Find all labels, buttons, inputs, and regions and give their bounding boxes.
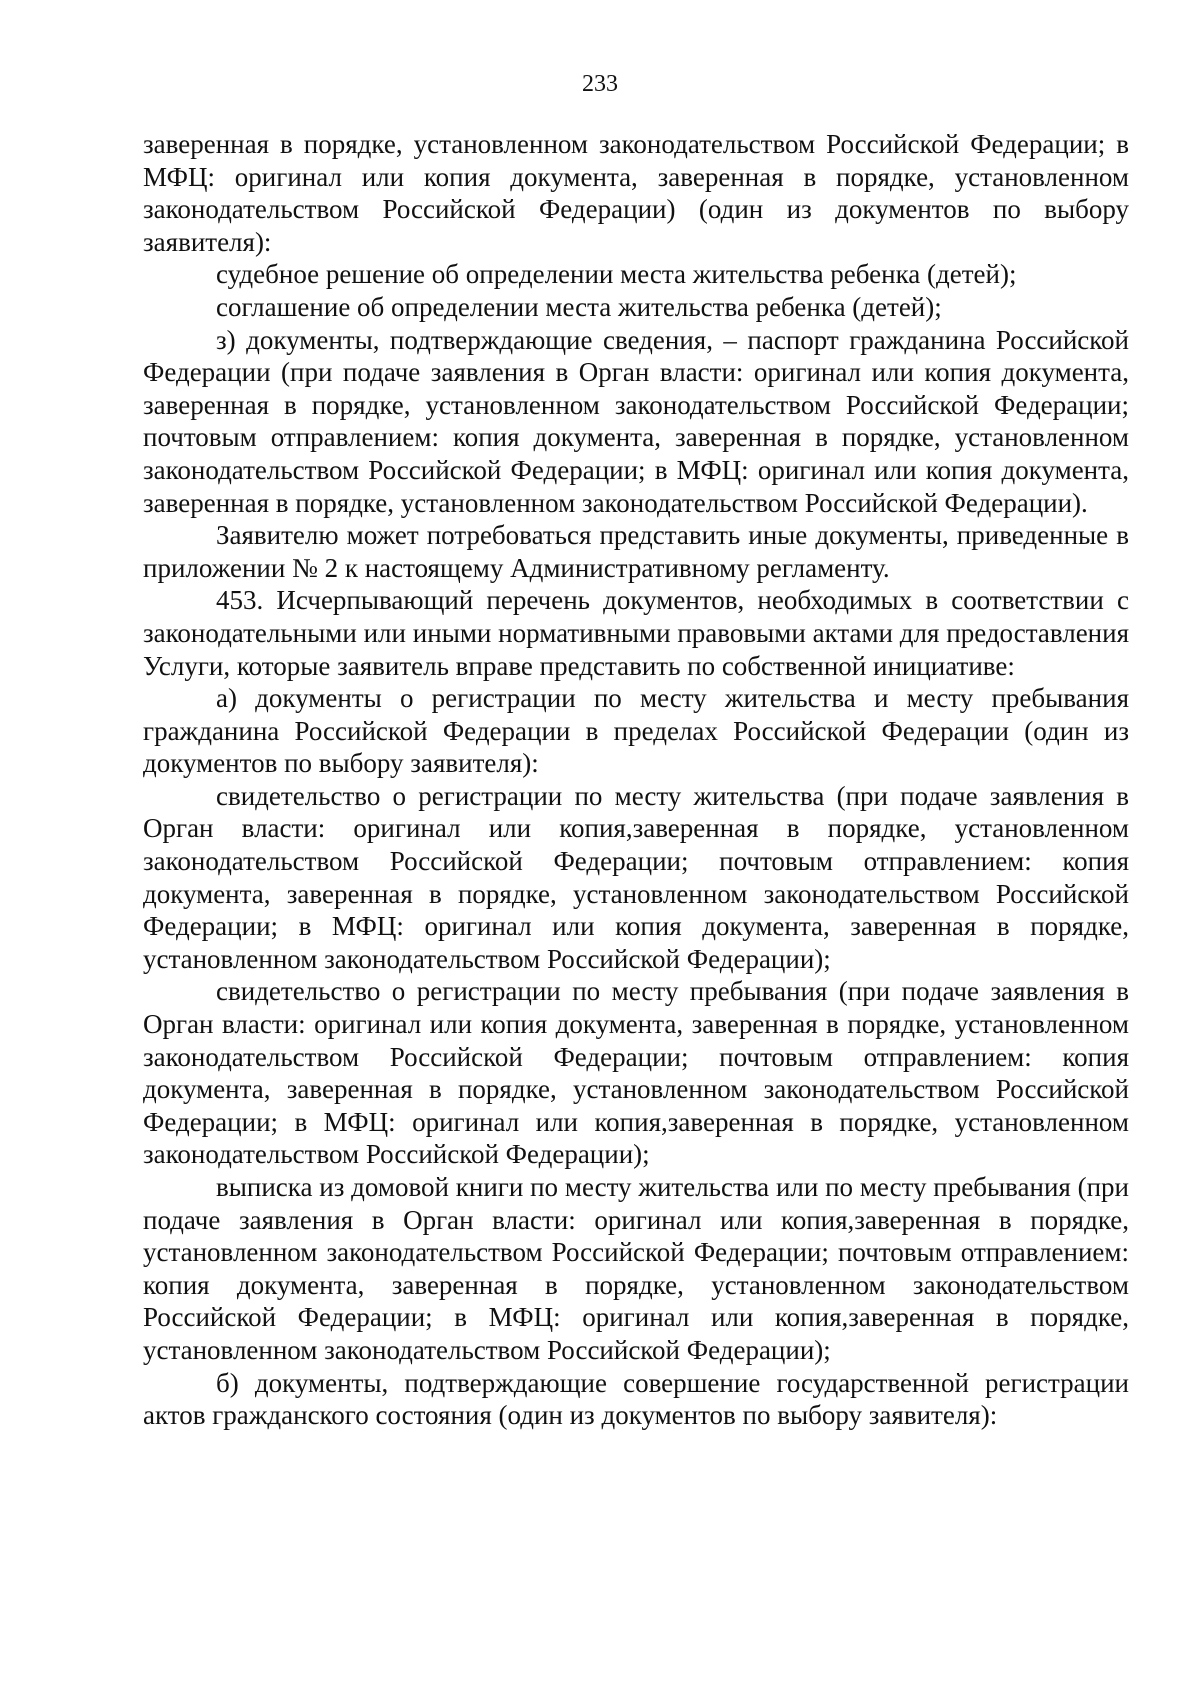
- paragraph-item-a: а) документы о регистрации по месту жительства и месту пребывания гражданина Российской Федерации в пределах Российской Федерации (один из документов по выбору заявителя):: [143, 683, 1129, 779]
- page-number: 233: [582, 71, 618, 97]
- document-body: [143, 128, 1129, 1432]
- paragraph-item-z: з) документы, подтверждающие сведения, – паспорт гражданина Российской Федерации (при подаче заявления в Орган власти: оригинал или копия документа, заверенная в порядке, установленном законодательством Российской Федерации; почтовым отправлением: копия документа, заверенная в порядке, установленном законодательством Российской Федерации; в МФЦ: оригинал или копия документа, заверенная в порядке, установленном законодательством Российской Федерации).: [143, 324, 1129, 518]
- paragraph-continuation: заверенная в порядке, установленном законодательством Российской Федерации; в МФЦ: оригинал или копия документа, заверенная в порядке, установленном законодательством Российской Федерации) (один из документов по выбору заявителя):: [143, 129, 1129, 257]
- paragraph-item-b: б) документы, подтверждающие совершение государственной регистрации актов гражданского состояния (один из документов по выбору заявителя):: [143, 1367, 1129, 1431]
- paragraph-agreement: соглашение об определении места жительства ребенка (детей);: [216, 291, 942, 322]
- paragraph-other-documents: Заявителю может потребоваться представить иные документы, приведенные в приложении № 2 к настоящему Административному регламенту.: [143, 520, 1129, 583]
- paragraph-stay-certificate: свидетельство о регистрации по месту пребывания (при подаче заявления в Орган власти: оригинал или копия документа, заверенная в порядке, установленном законодательством Российской Федерации; почтовым отправлением: копия документа, заверенная в порядке, установленном законодательством Российской Федерации; в МФЦ: оригинал или копия,заверенная в порядке, установленном законодательством Российской Федерации);: [143, 976, 1129, 1170]
- paragraph-residence-certificate: свидетельство о регистрации по месту жительства (при подаче заявления в Орган власти: оригинал или копия,заверенная в порядке, установленном законодательством Российской Федерации; почтовым отправлением: копия документа, заверенная в порядке, установленном законодательством Российской Федерации; в МФЦ: оригинал или копия документа, заверенная в порядке, установленном законодательством Российской Федерации);: [143, 780, 1129, 974]
- paragraph-court-decision: судебное решение об определении места жительства ребенка (детей);: [216, 259, 1017, 290]
- paragraph-house-book-extract: выписка из домовой книги по месту жительства или по месту пребывания (при подаче заявления в Орган власти: оригинал или копия,заверенная в порядке, установленном законодательством Российской Федерации; почтовым отправлением: копия документа, заверенная в порядке, установленном законодательством Российской Федерации; в МФЦ: оригинал или копия,заверенная в порядке, установленном законодательством Российской Федерации);: [143, 1172, 1129, 1365]
- paragraph-section-453: 453. Исчерпывающий перечень документов, необходимых в соответствии с законодательными или иными нормативными правовыми актами для предоставления Услуги, которые заявитель вправе представить по собственной инициативе:: [143, 585, 1129, 681]
